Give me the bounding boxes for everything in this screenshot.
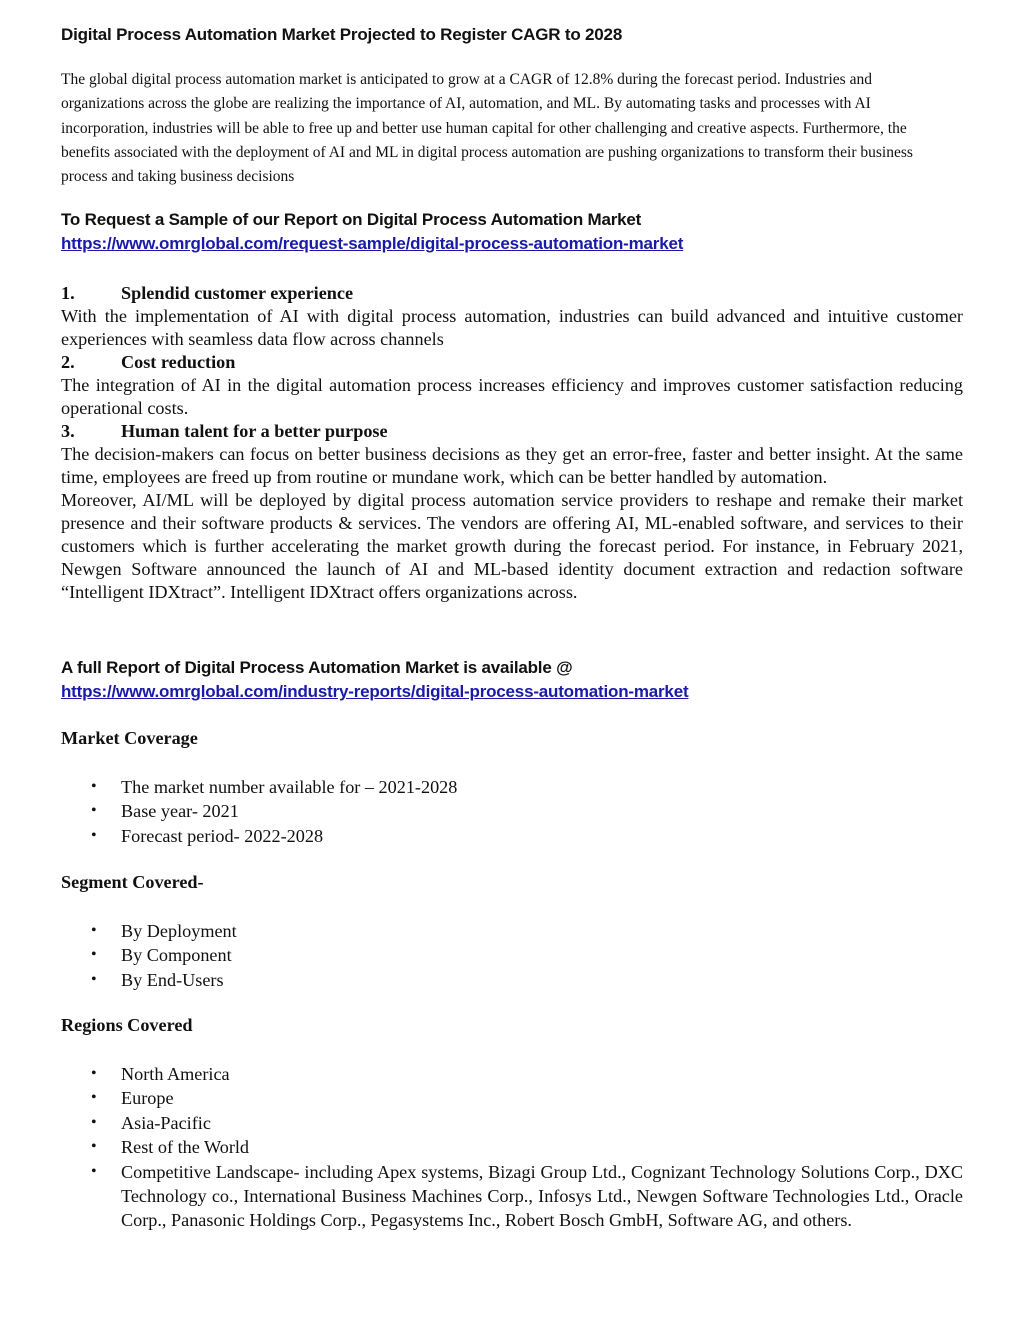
bullet-icon: • <box>91 946 97 964</box>
bullet-icon: • <box>91 922 97 939</box>
report-cta-label: A full Report of Digital Process Automation Market is available @ <box>61 658 573 677</box>
list-item: • North America <box>61 1062 963 1086</box>
list-item: • Forecast period- 2022-2028 <box>61 824 963 848</box>
benefit-item-2 <box>61 351 963 420</box>
sample-request-link[interactable]: https://www.omrglobal.com/request-sample/digital-process-automation-market <box>61 234 684 253</box>
benefit-item-3 <box>61 420 963 489</box>
benefit-heading: Human talent for a better purpose <box>121 421 388 441</box>
benefit-number: 1. <box>61 283 75 303</box>
benefit-text: The decision-makers can focus on better business decisions as they get an error-free, faster and better insight. At the same time, employees are freed up from routine or mundane work, which can be better handled by automation. <box>61 444 963 487</box>
bullet-icon: • <box>91 826 97 844</box>
list-item: • By Deployment <box>61 919 963 943</box>
benefit-heading: Splendid customer experience <box>121 283 354 303</box>
benefit-number: 3. <box>61 421 75 441</box>
market-coverage-heading: Market Coverage <box>61 728 198 748</box>
list-item: • By Component <box>61 943 963 967</box>
list-item: • Asia-Pacific <box>61 1111 963 1135</box>
competitive-landscape-text: Competitive Landscape- including Apex systems, Bizagi Group Ltd., Cognizant Technology Solutions Corp., DXC Technology co., International Business Machines Corp., Infosys Ltd., Newgen Software Technologies Ltd., Oracle Corp., Panasonic Holdings Corp., Pegasystems Inc., Robert Bosch GmbH, Software AG, and others. <box>121 1161 963 1231</box>
benefit-item-1 <box>61 282 963 351</box>
segment-covered-heading: Segment Covered- <box>61 872 204 892</box>
bullet-icon: • <box>91 970 97 988</box>
bullet-icon: • <box>91 1162 97 1180</box>
intro-paragraph <box>61 68 941 189</box>
benefits-section <box>61 282 963 604</box>
bullet-icon: • <box>91 1065 97 1082</box>
sample-cta-label: To Request a Sample of our Report on Digital Process Automation Market <box>61 210 642 229</box>
list-item: • Rest of the World <box>61 1135 963 1159</box>
moreover-paragraph: Moreover, AI/ML will be deployed by digital process automation service providers to reshape and remake their market presence and their software products & services. The vendors are offering AI, ML-enabled software, and services to their customers which is further accelerating the market growth during the forecast period. For instance, in February 2021, Newgen Software announced the launch of AI and ML-based identity document extraction and redaction software “Intelligent IDXtract”. Intelligent IDXtract offers organizations across. <box>61 490 963 602</box>
regions-covered-list <box>61 1062 963 1233</box>
benefit-number: 2. <box>61 352 75 372</box>
list-item: • Europe <box>61 1086 963 1110</box>
list-item <box>61 1160 963 1233</box>
list-item: • Base year- 2021 <box>61 799 963 823</box>
list-item: • By End-Users <box>61 968 963 992</box>
bullet-icon: • <box>91 1089 97 1107</box>
bullet-icon: • <box>91 1138 97 1156</box>
list-item: • The market number available for – 2021-2028 <box>61 775 963 799</box>
full-report-link[interactable]: https://www.omrglobal.com/industry-reports/digital-process-automation-market <box>61 682 689 701</box>
intro-text: The global digital process automation market is anticipated to grow at a CAGR of 12.8% during the forecast period. Industries and organizations across the globe are realizing the importance of AI, automation, and ML. By automating tasks and processes with AI incorporation, industries will be able to free up and better use human capital for other challenging and creative aspects. Furthermore, the benefits associated with the deployment of AI and ML in digital process automation are pushing organizations to transform their business process and taking business decisions <box>61 71 913 186</box>
benefit-text: With the implementation of AI with digital process automation, industries can build advanced and intuitive customer experiences with seamless data flow across channels <box>61 306 963 349</box>
benefit-heading: Cost reduction <box>121 352 236 372</box>
bullet-icon: • <box>91 778 97 795</box>
segment-covered-list <box>61 919 963 992</box>
benefit-text: The integration of AI in the digital automation process increases efficiency and improves customer satisfaction reducing operational costs. <box>61 375 963 418</box>
market-coverage-list <box>61 775 963 848</box>
document-title: Digital Process Automation Market Projected to Register CAGR to 2028 <box>61 25 623 44</box>
bullet-icon: • <box>91 802 97 820</box>
regions-covered-heading: Regions Covered <box>61 1015 193 1035</box>
bullet-icon: • <box>91 1113 97 1131</box>
